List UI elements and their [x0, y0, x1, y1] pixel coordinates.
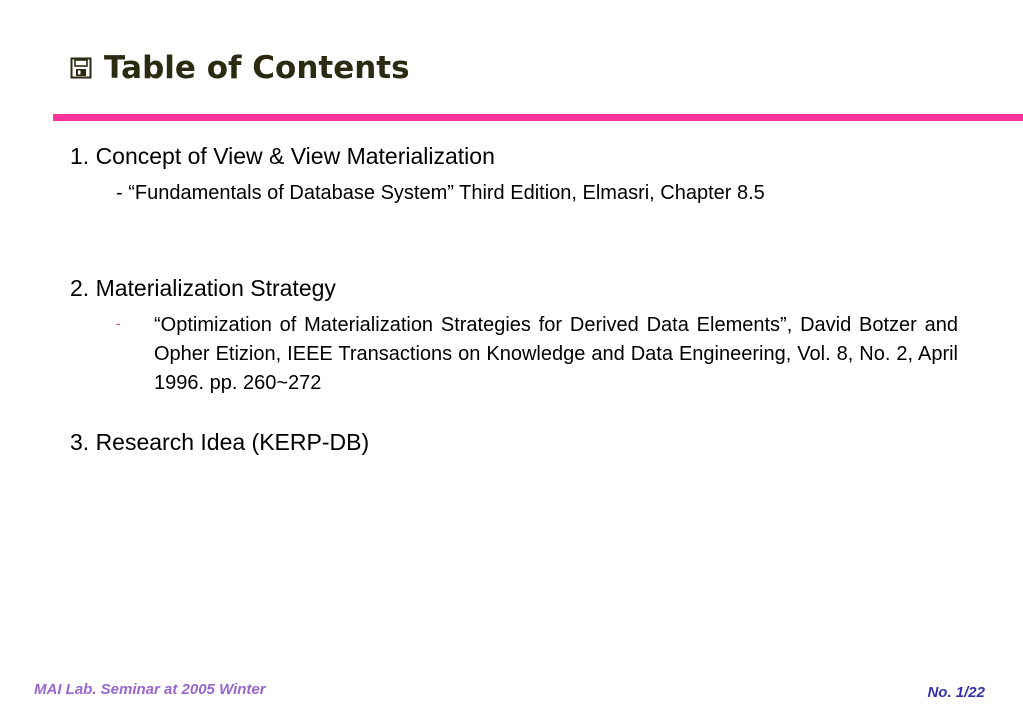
toc-heading-2: 2. Materialization Strategy — [70, 275, 336, 301]
footer-page-number: No. 1/22 — [927, 684, 985, 701]
slide-title — [68, 50, 410, 86]
floppy-disk-icon — [68, 55, 94, 81]
toc-heading-1: 1. Concept of View & View Materialization — [70, 143, 495, 169]
reference-bullet: - — [116, 315, 121, 331]
slide-title-text: Table of Contents — [104, 50, 410, 86]
toc-reference-2 — [116, 311, 958, 398]
toc-heading-3: 3. Research Idea (KERP-DB) — [70, 429, 370, 455]
toc-reference-1: - “Fundamentals of Database System” Third Edition, Elmasri, Chapter 8.5 — [116, 182, 765, 204]
footer-seminar-label: MAI Lab. Seminar at 2005 Winter — [34, 681, 266, 698]
toc-reference-2-text: “Optimization of Materialization Strategies for Derived Data Elements”, David Botzer and Opher Etizion, IEEE Transactions on Knowledge and Data Engineering, Vol. 8, No. 2, April 1996. pp. 260~272 — [154, 314, 958, 394]
title-divider — [53, 114, 1023, 121]
